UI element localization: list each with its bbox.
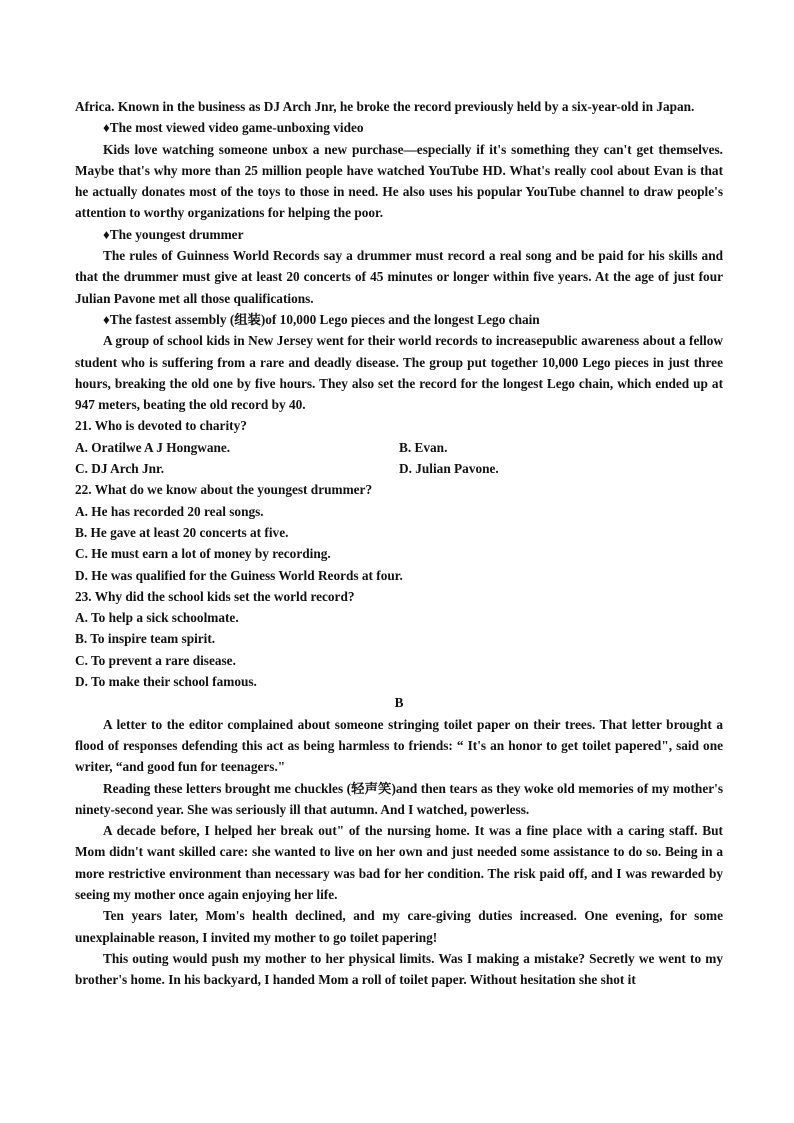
item-heading-drummer: ♦The youngest drummer xyxy=(103,226,244,242)
document-page xyxy=(75,96,723,990)
question-21 xyxy=(75,415,723,479)
option-b: B. Evan. xyxy=(399,439,448,455)
passage-b-paragraph: Reading these letters brought me chuckles (轻声笑)and then tears as they woke old memories of my mother's ninety-second year. She was seriously ill that autumn. And I watched, powerless. xyxy=(75,780,723,817)
item-heading-unboxing: ♦The most viewed video game-unboxing video xyxy=(103,120,364,136)
option-row xyxy=(75,458,723,479)
section-b-label: B xyxy=(394,695,404,711)
item-body-unboxing: Kids love watching someone unbox a new purchase—especially if it's something they can't get themselves. Maybe that's why more than 25 million people have watched YouTube HD. What's really cool about Evan is that he actually donates most of the toys to those in need. He also uses his popular YouTube channel to draw people's attention to worthy organizations for helping the poor. xyxy=(75,141,723,221)
passage-b-paragraph: A letter to the editor complained about someone stringing toilet paper on their trees. That letter brought a flood of responses defending this act as being harmless to friends: “ It's an honor to get toilet papered", said one writer, “and good fun for teenagers." xyxy=(75,716,723,775)
option-b: B. To inspire team spirit. xyxy=(75,631,216,647)
question-stem: 22. What do we know about the youngest drummer? xyxy=(75,482,373,498)
option-c: C. He must earn a lot of money by recording. xyxy=(75,546,331,562)
option-a: A. Oratilwe A J Hongwane. xyxy=(75,439,231,455)
option-d: D. Julian Pavone. xyxy=(399,461,499,477)
option-a: A. To help a sick schoolmate. xyxy=(75,610,239,626)
option-d: D. To make their school famous. xyxy=(75,674,257,690)
question-23 xyxy=(75,586,723,692)
option-c: C. To prevent a rare disease. xyxy=(75,652,236,668)
item-body-drummer: The rules of Guinness World Records say a drummer must record a real song and be paid for his skills and that the drummer must give at least 20 concerts of 45 minutes or longer within five years. At the age of just four Julian Pavone met all those qualifications. xyxy=(75,248,723,306)
question-22 xyxy=(75,479,723,585)
passage-b-paragraph: Ten years later, Mom's health declined, and my care-giving duties increased. One evening, for some unexplainable reason, I invited my mother to go toilet papering! xyxy=(75,908,723,945)
item-heading-lego: ♦The fastest assembly (组装)of 10,000 Lego pieces and the longest Lego chain xyxy=(103,311,540,327)
item-body-lego: A group of school kids in New Jersey went for their world records to increasepublic awareness about a fellow student who is suffering from a rare and deadly disease. The group put together 10,000 Lego pieces in just three hours, breaking the old one by five hours. They also set the record for the longest Lego chain, which ended up at 947 meters, beating the old record by 40. xyxy=(75,333,723,413)
option-c: C. DJ Arch Jnr. xyxy=(75,461,165,477)
option-a: A. He has recorded 20 real songs. xyxy=(75,503,264,519)
passage-b-paragraph: This outing would push my mother to her physical limits. Was I making a mistake? Secretly we went to my brother's home. In his backyard, I handed Mom a roll of toilet paper. Without hesitation she shot it xyxy=(75,950,723,988)
option-b: B. He gave at least 20 concerts at five. xyxy=(75,524,289,540)
option-d: D. He was qualified for the Guiness World Reords at four. xyxy=(75,567,403,583)
passage-b-paragraph: A decade before, I helped her break out" of the nursing home. It was a fine place with a caring staff. But Mom didn't want skilled care: she wanted to live on her own and just needed some assistance to do so. Being in a more restrictive environment than necessary was bad for her condition. The risk paid off, and I was rewarded by seeing my mother once again enjoying her life. xyxy=(75,823,723,902)
question-stem: 21. Who is devoted to charity? xyxy=(75,418,247,434)
passage-a-intro-tail: Africa. Known in the business as DJ Arch Jnr, he broke the record previously held by a six-year-old in Japan. xyxy=(75,99,695,114)
option-row xyxy=(75,437,723,458)
question-stem: 23. Why did the school kids set the world record? xyxy=(75,588,355,604)
